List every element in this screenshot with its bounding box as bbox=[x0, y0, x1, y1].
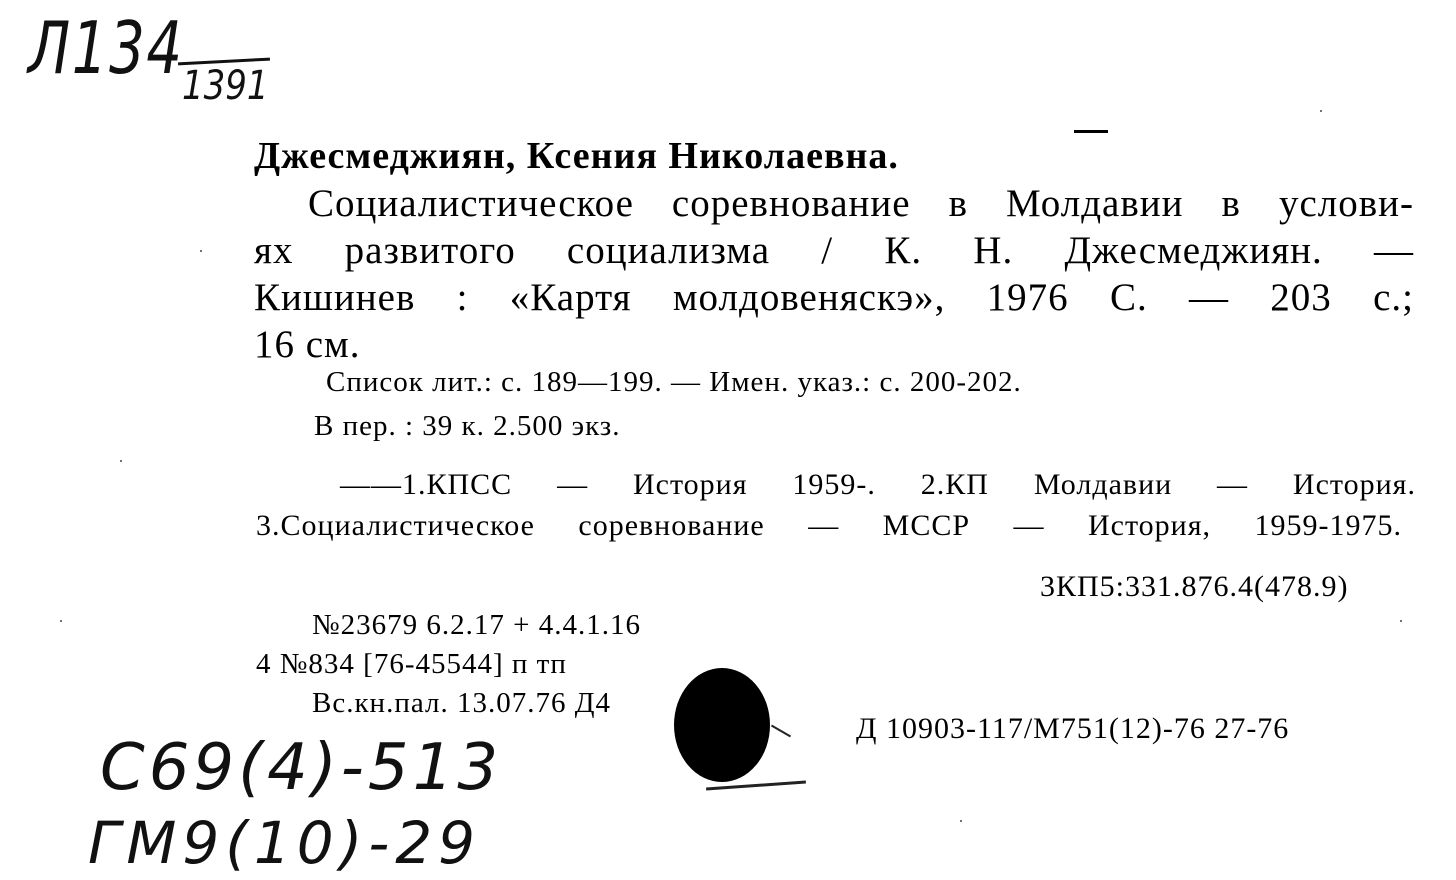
ink-dash-mark bbox=[1074, 130, 1108, 133]
handwritten-class-code: ГМ9(10)-29 bbox=[88, 809, 482, 877]
ink-smudge bbox=[771, 725, 791, 738]
scan-speck bbox=[1400, 620, 1402, 622]
registry-line: №23679 6.2.17 + 4.4.1.16 bbox=[312, 609, 642, 641]
subject-headings bbox=[256, 464, 1416, 546]
ink-smudge bbox=[706, 781, 806, 791]
title-line: Кишинев : «Картя молдовеняскэ», 1976 С. — 203 с.; bbox=[254, 276, 1414, 319]
notes-block bbox=[314, 360, 1022, 448]
registry-block bbox=[256, 606, 641, 723]
punch-hole bbox=[674, 668, 770, 782]
scan-speck bbox=[200, 250, 202, 252]
title-line: 16 см. bbox=[254, 323, 361, 366]
classification-code: 3КП5:331.876.4(478.9) bbox=[1040, 570, 1349, 603]
registry-line: Вс.кн.пал. 13.07.76 Д4 bbox=[312, 687, 611, 719]
handwritten-shelf-mark: Л134 bbox=[28, 6, 184, 90]
title-line: ях развитого социализма / К. Н. Джесмеджиян. — bbox=[254, 229, 1414, 272]
price-copies-note: В пер. : 39 к. 2.500 экз. bbox=[314, 410, 621, 442]
scan-speck bbox=[60, 620, 62, 622]
publisher-index-code: Д 10903-117/М751(12)-76 27-76 bbox=[856, 712, 1290, 745]
handwritten-shelf-sub-number: 1391 bbox=[182, 63, 269, 109]
subject-line: ——1.КПСС — История 1959-. 2.КП Молдавии — История. bbox=[340, 468, 1416, 501]
scan-speck bbox=[1320, 110, 1322, 112]
bibliography-note: Список лит.: с. 189—199. — Имен. указ.: с. 200-202. bbox=[326, 366, 1022, 398]
subject-line: 3.Социалистическое соревнование — МССР — История, 1959-1975. bbox=[256, 509, 1402, 542]
scan-speck bbox=[120, 460, 122, 462]
handwritten-class-code: С69(4)-513 bbox=[100, 731, 503, 805]
registry-line: 4 №834 [76-45544] п тп bbox=[256, 648, 567, 680]
title-line: Социалистическое соревнование в Молдавии в услови- bbox=[308, 182, 1414, 225]
author-heading: Джесмеджиян, Ксения Николаевна. bbox=[254, 135, 899, 177]
scan-speck bbox=[960, 820, 962, 822]
title-description-block bbox=[254, 180, 1414, 368]
